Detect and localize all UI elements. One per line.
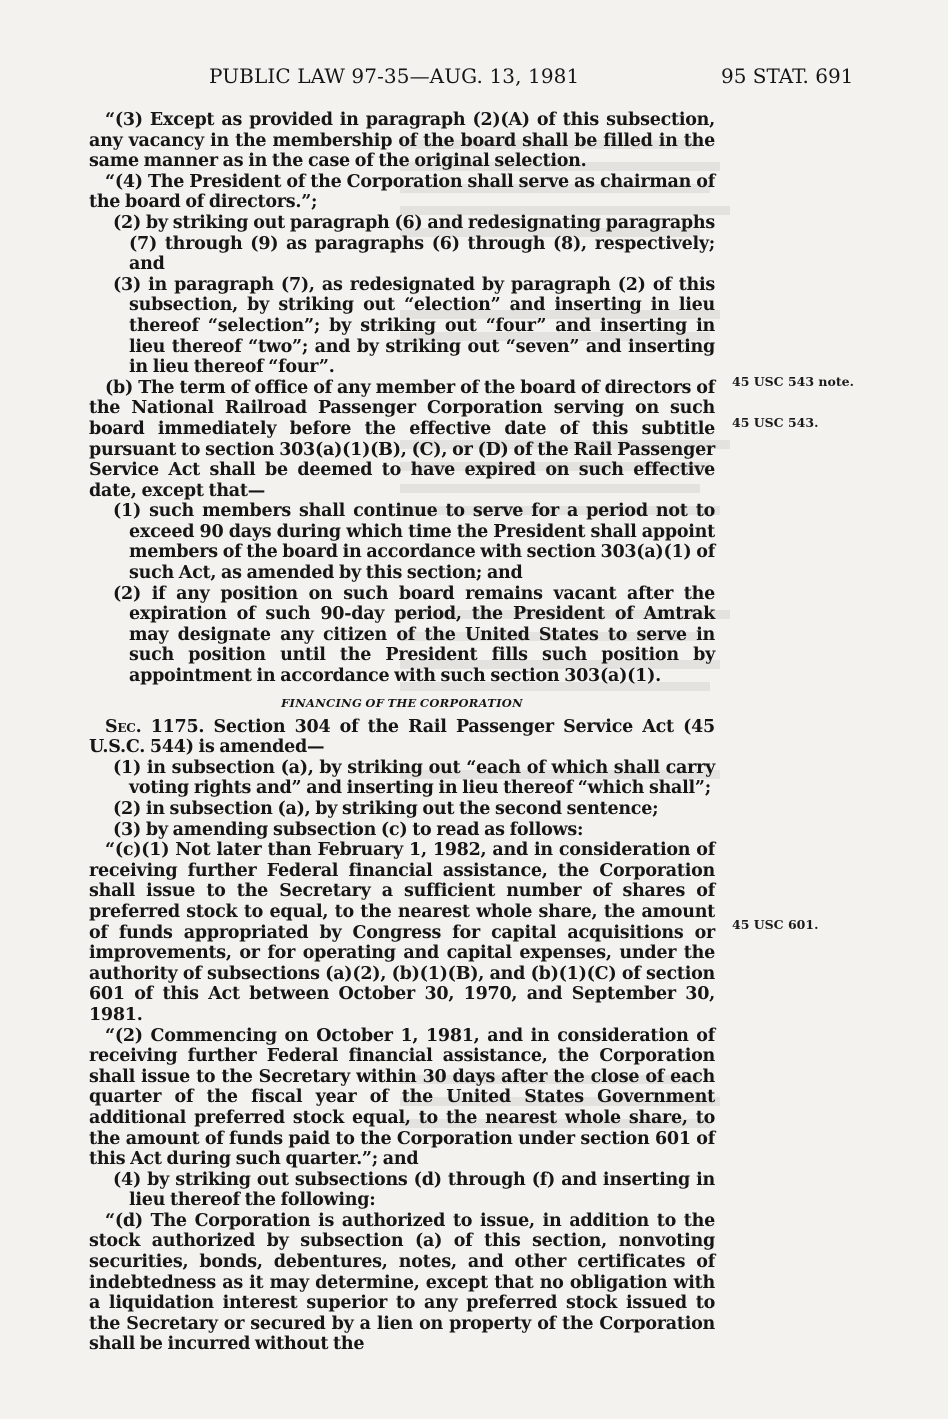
paragraph: (3) in paragraph (7), as redesignated by paragraph (2) of this subsection, by striking out “election” and inserting in lieu thereof “selection”; by striking out “four” and inserting in lieu thereof “two”; and by striking out “seven” and inserting in lieu thereof “four”. [113,274,715,378]
paragraph [89,717,715,758]
running-head-title: PUBLIC LAW 97-35—AUG. 13, 1981 [209,64,580,88]
margin-note: 45 USC 601. [732,917,819,932]
paragraph: (b) The term of office of any member of the board of directors of the National Railroad Passenger Corporation serving on such board immediately before the effective date of this subtitle pursuant to section 303(a)(1)(B), (C), or (D) of the Rail Passenger Service Act shall be deemed to have expired on such effective date, except that— [89,377,715,501]
section-label: Sec. 1175. [105,716,205,737]
paragraph: “(4) The President of the Corporation shall serve as chairman of the board of directors.”; [89,171,715,213]
running-head-stat: 95 STAT. 691 [721,64,854,88]
law-text [89,110,715,1355]
paragraph: (2) if any position on such board remains vacant after the expiration of such 90-day period, the President of Amtrak may designate any citizen of the United States to serve in such position until the President fills such position by appointment in accordance with such section 303(a)(1). [113,583,715,687]
margin-note: 45 USC 543. [732,415,819,430]
margin-note: 45 USC 543 note. [732,374,854,389]
section-heading: FINANCING OF THE CORPORATION [281,695,523,710]
paragraph: “(d) The Corporation is authorized to issue, in addition to the stock authorized by subsection (a) of this section, nonvoting securities, bonds, debentures, notes, and other certificates of indebtedness as it may determine, except that no obligation with a liquidation interest superior to any preferred stock issued to the Secretary or secured by a lien on property of the Corporation shall be incurred without the [89,1210,715,1355]
paragraph: “(c)(1) Not later than February 1, 1982, and in consideration of receiving further Federal financial assistance, the Corporation shall issue to the Secretary a sufficient number of shares of preferred stock to equal, to the nearest whole share, the amount of funds appropriated by Congress for capital acquisitions or improvements, or for operating and capital expenses, under the authority of subsections (a)(2), (b)(1)(B), and (b)(1)(C) of section 601 of this Act between October 30, 1970, and September 30, 1981. [89,840,715,1025]
paragraph: (4) by striking out subsections (d) through (f) and inserting in lieu thereof the following: [113,1169,715,1211]
section-text: Section 304 of the Rail Passenger Service Act (45 U.S.C. 544) is amended— [89,716,715,758]
paragraph: (1) in subsection (a), by striking out “each of which shall carry voting rights and” and inserting in lieu thereof “which shall”; [113,757,715,799]
paragraph: (2) by striking out paragraph (6) and redesignating paragraphs (7) through (9) as paragraphs (6) through (8), respectively; and [113,212,715,275]
paragraph: (1) such members shall continue to serve for a period not to exceed 90 days during which time the President shall appoint members of the board in accordance with section 303(a)(1) of such Act, as amended by this section; and [113,501,715,584]
paragraph: “(3) Except as provided in paragraph (2)(A) of this subsection, any vacancy in the membership of the board shall be filled in the same manner as in the case of the original selection. [89,110,715,172]
paragraph: “(2) Commencing on October 1, 1981, and in consideration of receiving further Federal financial assistance, the Corporation shall issue to the Secretary within 30 days after the close of each quarter of the fiscal year of the United States Government additional preferred stock equal, to the nearest whole share, to the amount of funds paid to the Corporation under section 601 of this Act during such quarter.”; and [89,1025,715,1170]
paragraph: (2) in subsection (a), by striking out the second sentence; [113,799,659,819]
paragraph: (3) by amending subsection (c) to read as follows: [113,819,584,840]
